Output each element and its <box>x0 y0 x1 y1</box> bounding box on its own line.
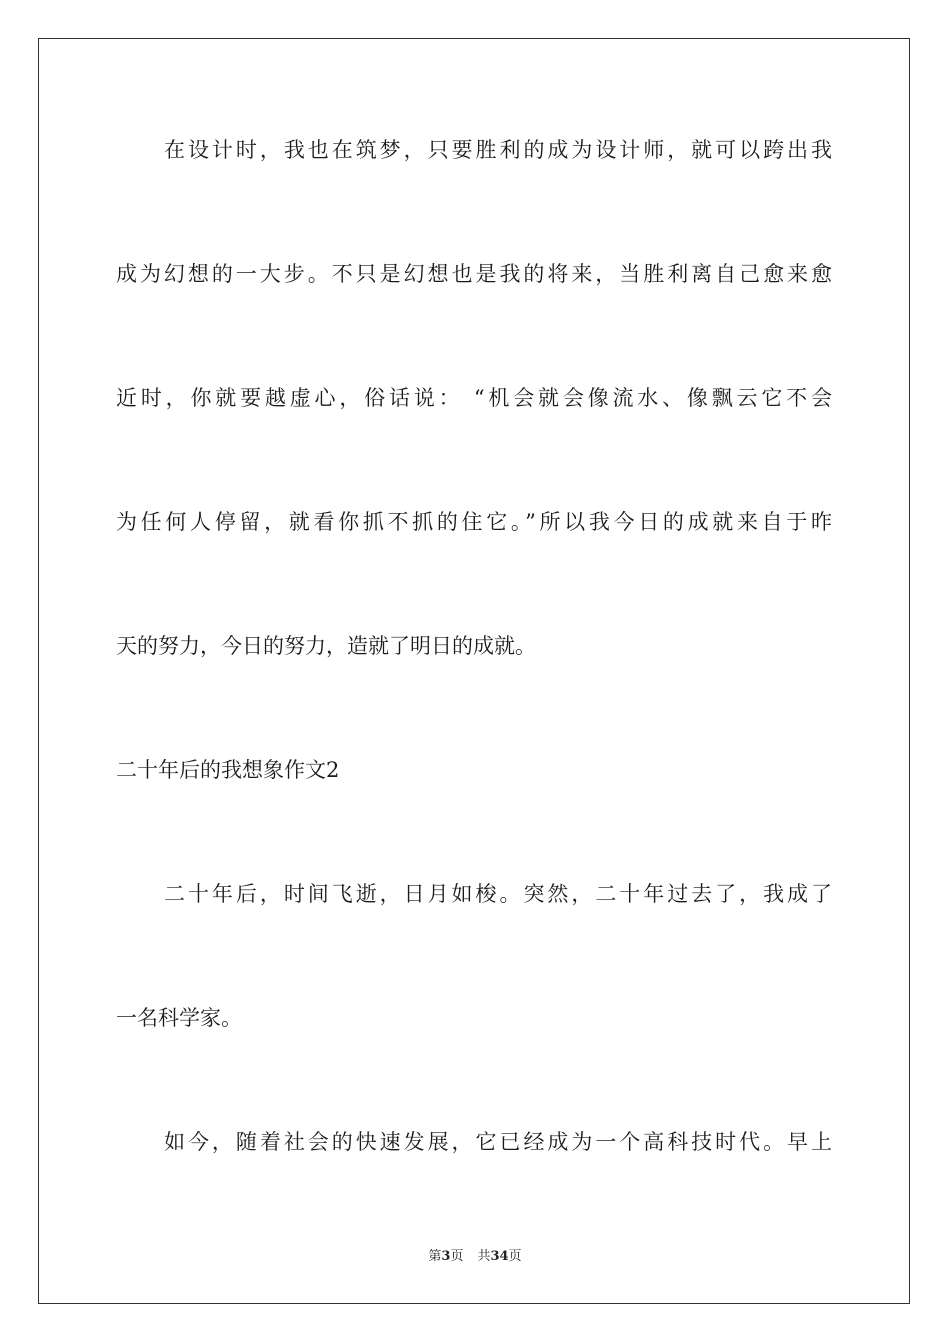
paragraph-line: 一名科学家。 <box>116 1006 242 1030</box>
paragraph-line: 为任何人停留，就看你抓不抓的住它。”所以我今日的成就来自于昨 <box>116 510 832 534</box>
page-footer <box>0 1248 950 1266</box>
paragraph-line: 天的努力，今日的努力，造就了明日的成就。 <box>116 634 536 658</box>
total-prefix: 共 <box>477 1249 491 1264</box>
paragraph-line: 如今，随着社会的快速发展，它已经成为一个高科技时代。早上 <box>164 1130 832 1154</box>
paragraph-line: 近时，你就要越虚心，俗话说： “机会就会像流水、像飘云它不会 <box>116 386 832 410</box>
paragraph-line: 二十年后，时间飞逝，日月如梭。突然，二十年过去了，我成了 <box>164 882 832 906</box>
page-border <box>38 38 910 1304</box>
total-suffix: 页 <box>508 1249 522 1264</box>
page-number: 3 <box>441 1249 451 1264</box>
page-suffix: 页 <box>450 1249 464 1264</box>
total-pages: 34 <box>490 1249 509 1264</box>
paragraph-line: 成为幻想的一大步。不只是幻想也是我的将来，当胜利离自己愈来愈 <box>116 262 832 286</box>
section-heading: 二十年后的我想象作文2 <box>116 758 340 782</box>
page-prefix: 第 <box>428 1249 442 1264</box>
paragraph-line: 在设计时，我也在筑梦，只要胜利的成为设计师，就可以跨出我 <box>164 138 832 162</box>
